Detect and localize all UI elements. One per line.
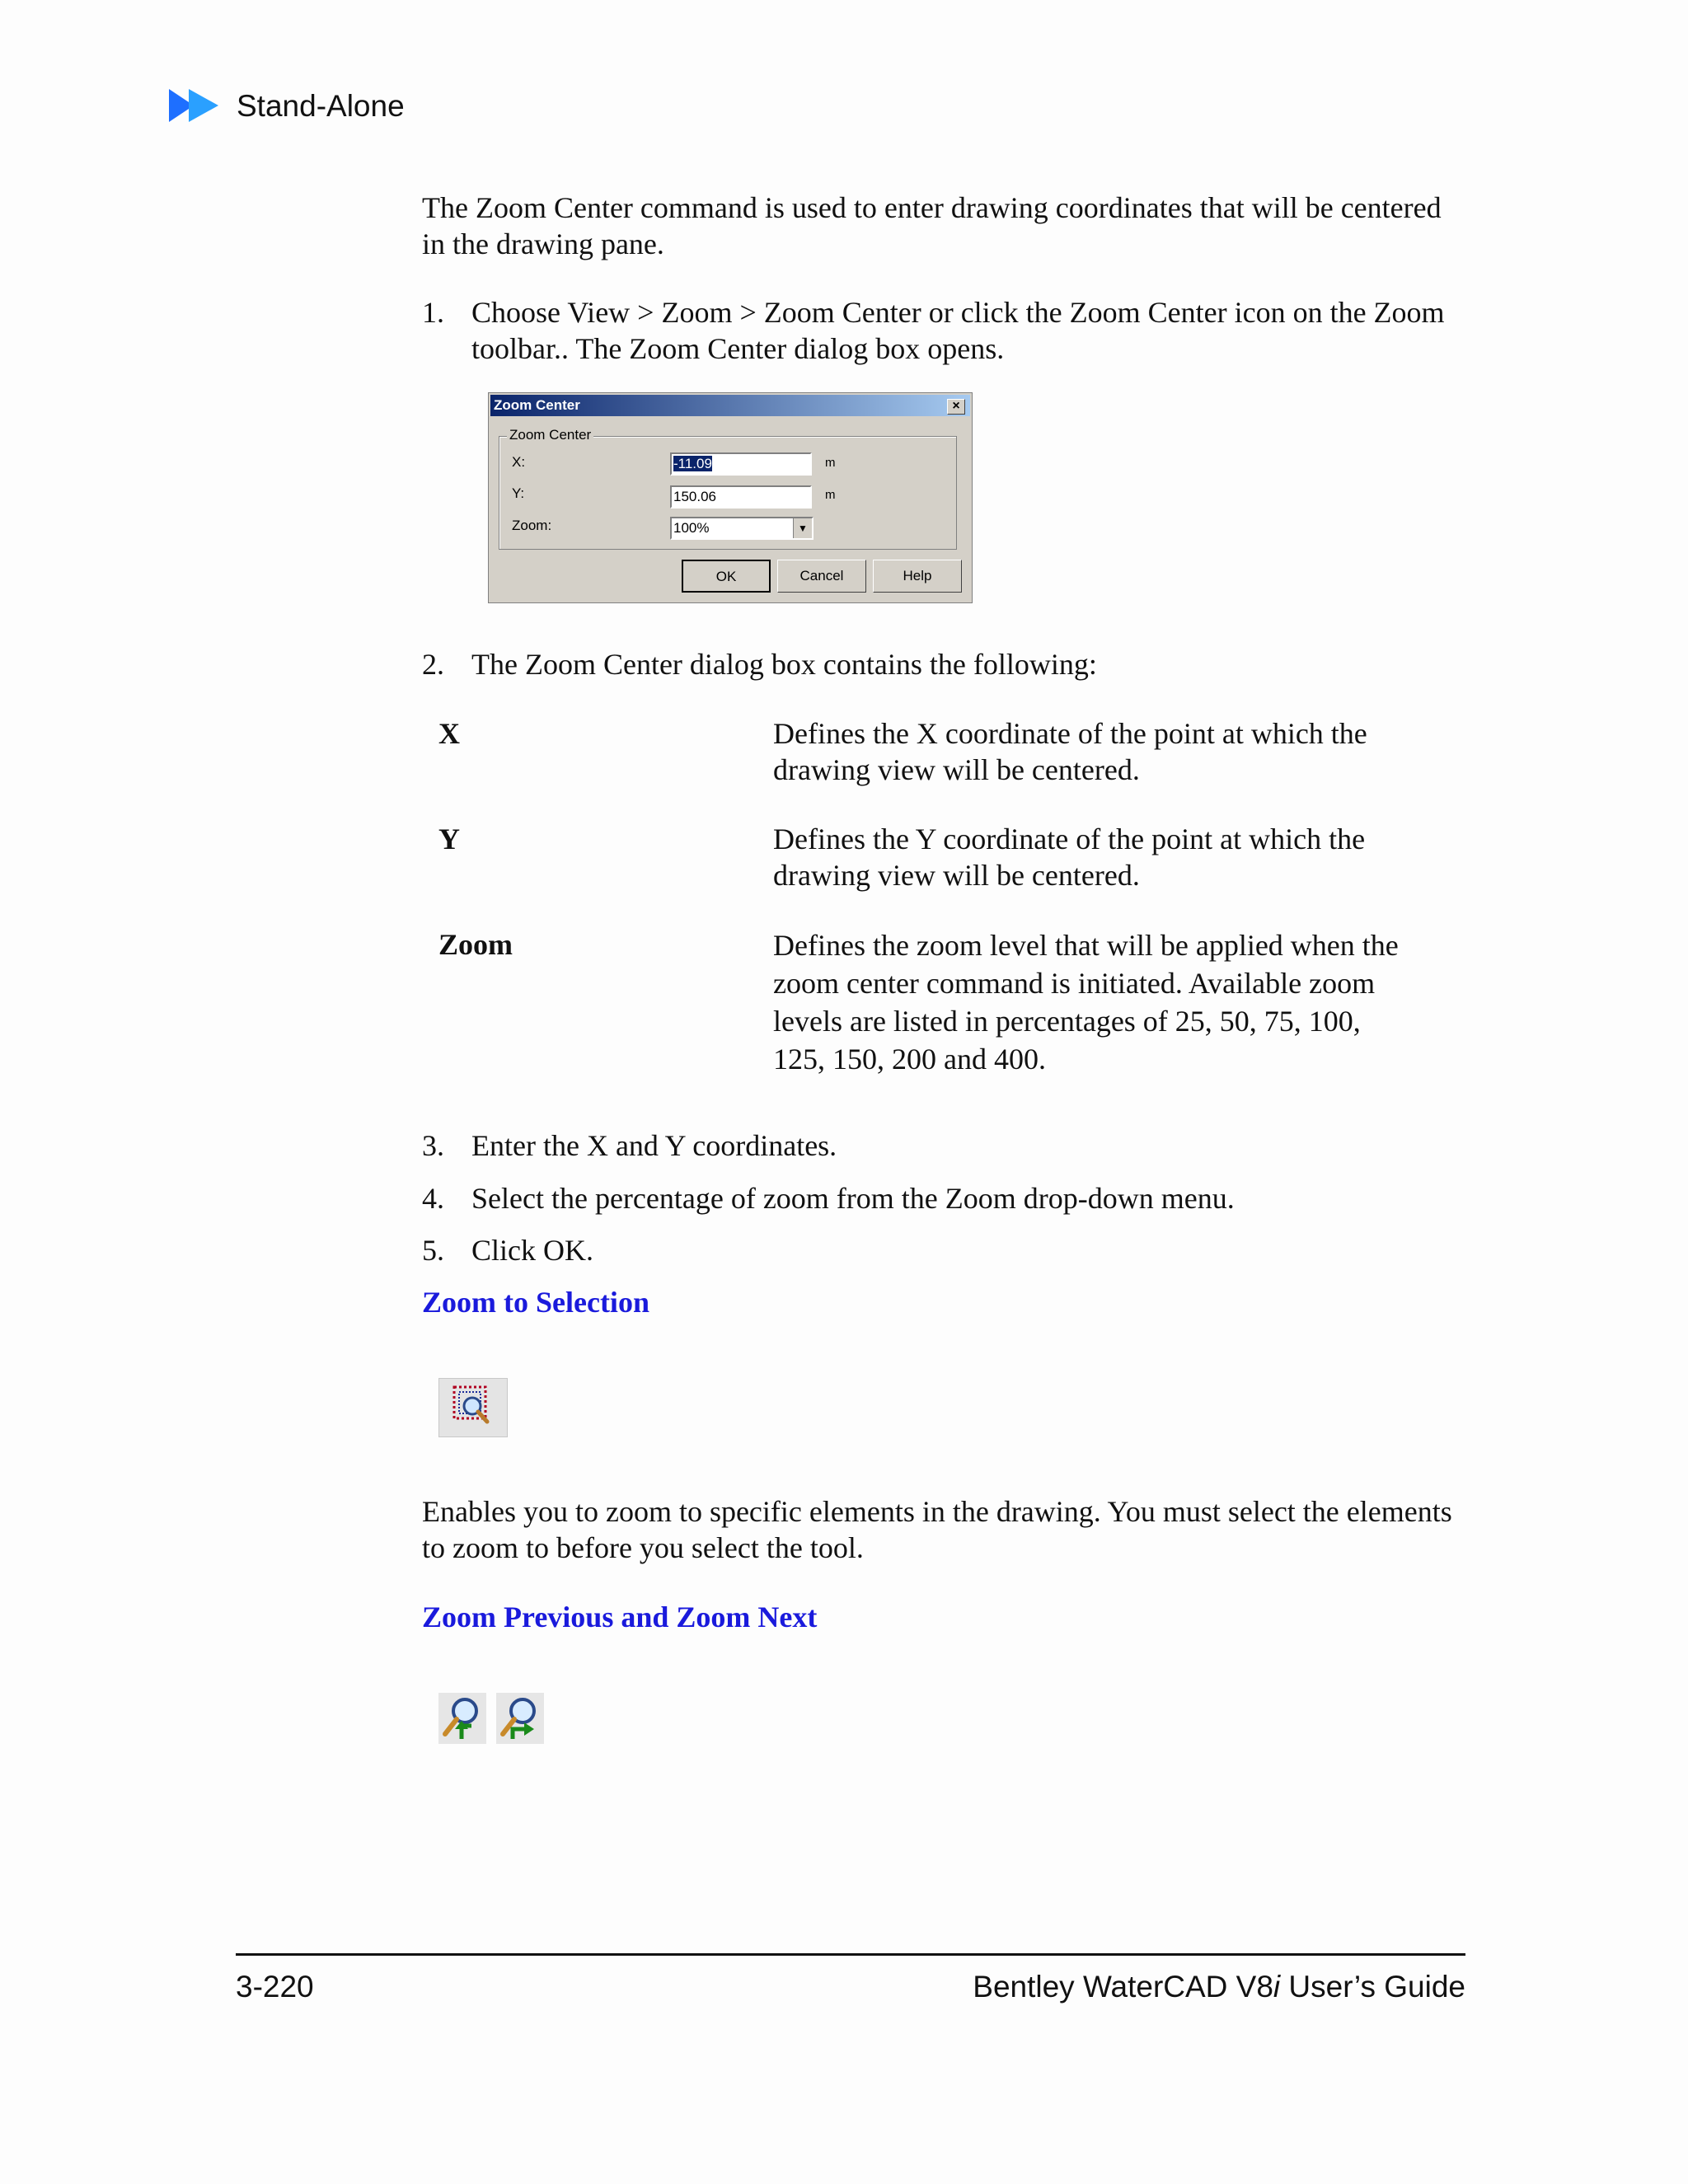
- definition-term: X: [438, 717, 460, 750]
- x-field[interactable]: [670, 452, 812, 476]
- y-label: Y:: [512, 485, 525, 501]
- step-number: 2.: [422, 648, 444, 681]
- definition-term: Zoom: [438, 928, 513, 961]
- guide-title: [973, 1970, 1465, 2004]
- step-text: Choose View > Zoom > Zoom Center or click the Zoom Center icon on the Zoom toolbar.. The Zoom Center dialog box opens.: [471, 296, 1445, 365]
- zoom-to-selection-description: Enables you to zoom to specific elements in the drawing. You must select the elements to zoom to before you select the tool.: [422, 1495, 1452, 1564]
- guide-title-post: User’s Guide: [1280, 1970, 1465, 2004]
- step-number: 4.: [422, 1182, 444, 1215]
- stand-alone-section-icon: [169, 87, 222, 124]
- step-text: Click OK.: [471, 1234, 593, 1267]
- group-label: Zoom Center: [507, 427, 593, 443]
- step-number: 3.: [422, 1129, 444, 1162]
- zoom-next-icon: [496, 1693, 544, 1744]
- dialog-title-bar: [490, 395, 970, 416]
- x-field-value: -11.09: [673, 456, 712, 471]
- definition-term: Y: [438, 823, 460, 855]
- ok-button[interactable]: OK: [682, 560, 771, 593]
- guide-title-italic: i: [1273, 1970, 1281, 2004]
- zoom-select[interactable]: [670, 517, 814, 540]
- definition-text: Defines the X coordinate of the point at which the drawing view will be centered.: [773, 717, 1367, 786]
- section-heading-zoom-previous-next: Zoom Previous and Zoom Next: [422, 1601, 818, 1633]
- y-field[interactable]: [670, 485, 812, 509]
- intro-paragraph: The Zoom Center command is used to enter drawing coordinates that will be centered in the drawing pane.: [422, 191, 1442, 260]
- step-number: 5.: [422, 1234, 444, 1267]
- x-unit: m: [825, 456, 836, 470]
- footer-rule: [236, 1953, 1465, 1956]
- zoom-to-selection-icon: [438, 1378, 508, 1437]
- y-field-value: 150.06: [673, 489, 716, 504]
- chevron-down-icon[interactable]: ▼: [793, 518, 812, 538]
- zoom-label: Zoom:: [512, 518, 552, 533]
- dialog-title: Zoom Center: [494, 397, 580, 413]
- definition-text: Defines the Y coordinate of the point at which the drawing view will be centered.: [773, 823, 1366, 892]
- close-icon[interactable]: ×: [947, 399, 965, 415]
- step-text: The Zoom Center dialog box contains the following:: [471, 648, 1097, 681]
- zoom-previous-icon: [438, 1693, 486, 1744]
- zoom-center-dialog: [488, 392, 973, 603]
- step-text: Select the percentage of zoom from the Zoom drop-down menu.: [471, 1182, 1235, 1215]
- help-button[interactable]: Help: [873, 560, 962, 593]
- zoom-select-value: 100%: [673, 520, 710, 536]
- y-unit: m: [825, 488, 836, 502]
- step-text: Enter the X and Y coordinates.: [471, 1129, 837, 1162]
- x-label: X:: [512, 454, 526, 470]
- cancel-button[interactable]: Cancel: [777, 560, 866, 593]
- section-header: Stand-Alone: [237, 89, 405, 123]
- guide-title-pre: Bentley WaterCAD V8: [973, 1970, 1273, 2004]
- section-heading-zoom-to-selection: Zoom to Selection: [422, 1286, 649, 1319]
- step-number: 1.: [422, 296, 444, 329]
- definition-text: Defines the zoom level that will be applied when the zoom center command is initiated. Available zoom levels are listed in percentages of 25, 50, 75, 100, 125, 150, 200 and 400.: [773, 929, 1399, 1076]
- page-number: 3-220: [236, 1970, 314, 2004]
